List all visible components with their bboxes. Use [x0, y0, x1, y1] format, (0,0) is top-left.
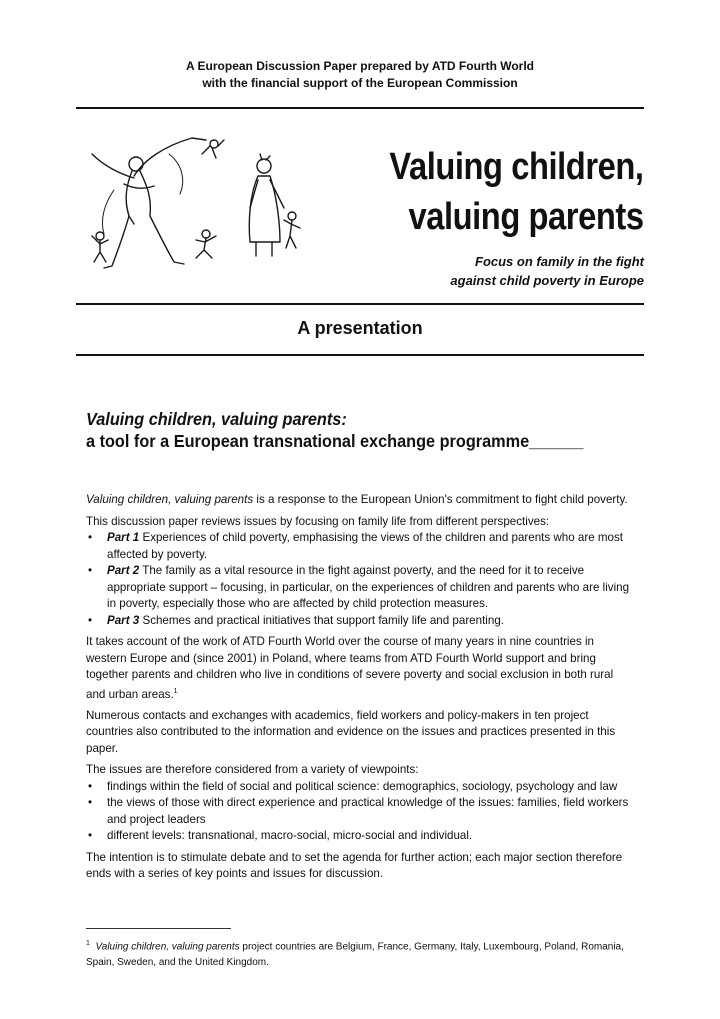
- parts-list: [86, 530, 634, 629]
- part-label: Part 1: [107, 531, 140, 544]
- subtitle-line-2: against child poverty in Europe: [450, 273, 644, 288]
- list-item: • the views of those with direct experience and practical knowledge of the issues: families, field workers and project leaders: [86, 795, 634, 828]
- section-heading-line-2: a tool for a European transnational exchange programme______: [86, 431, 584, 451]
- header-line-2: with the financial support of the European Commission: [202, 76, 518, 90]
- footnote-number: 1: [86, 940, 90, 947]
- list-item: • different levels: transnational, macro-social, micro-social and individual.: [86, 828, 634, 845]
- footnote-rule: [86, 928, 231, 929]
- footnote-italic: Valuing children, valuing parents: [95, 941, 240, 953]
- paragraph-viewpoints: The issues are therefore considered from a variety of viewpoints:: [86, 763, 419, 777]
- family-sketch-illustration: [74, 124, 312, 284]
- title-line-2: valuing parents: [408, 196, 644, 238]
- subtitle-line-1: Focus on family in the fight: [475, 254, 644, 269]
- part-label: Part 3: [107, 613, 140, 627]
- viewpoints-list: [86, 779, 634, 845]
- document-header: [0, 58, 720, 92]
- paragraph-intention: The intention is to stimulate debate and to set the agenda for further action; each major section therefore ends with a series of key points and issues for discussion.: [86, 850, 623, 881]
- presentation-heading: A presentation: [297, 318, 423, 338]
- list-item: • findings within the field of social and political science: demographics, sociology, psychology and law: [86, 779, 634, 796]
- header-line-1: A European Discussion Paper prepared by ATD Fourth World: [185, 59, 535, 73]
- document-subtitle: [450, 252, 644, 290]
- section-heading: [86, 408, 583, 452]
- middle-rule: [76, 303, 644, 305]
- body-text: [86, 492, 634, 888]
- title-line-1: Valuing children,: [389, 146, 644, 188]
- paragraph-atd-work: [86, 634, 634, 703]
- intro-italic-title: Valuing children, valuing parents: [86, 493, 254, 506]
- footnote-reference[interactable]: 1: [173, 687, 178, 695]
- list-item: [86, 563, 634, 613]
- paragraph-intro: [86, 492, 634, 509]
- footnote-text: project countries are Belgium, France, Germany, Italy, Luxembourg, Poland, Romania, Spain, Sweden, and the United Kingdom.: [86, 941, 624, 969]
- part-text: Schemes and practical initiatives that support family life and parenting.: [139, 613, 504, 627]
- section-heading-line-1: Valuing children, valuing parents:: [86, 409, 347, 429]
- paragraph-perspectives: This discussion paper reviews issues by focusing on family life from different perspectives:: [86, 514, 550, 528]
- list-item: [86, 613, 634, 630]
- part-text: The family as a vital resource in the fight against poverty, and the need for it to receive appropriate support – focusing, in particular, on the experiences of children and parents who are living in poverty, especially those who are affected by child protection measures.: [107, 564, 630, 610]
- paragraph-contacts: Numerous contacts and exchanges with academics, field workers and policy-makers in ten project countries also contributed to the information and evidence on the issues and practices presented in this paper.: [86, 708, 616, 755]
- atd-work-text: It takes account of the work of ATD Fourth World over the course of many years in nine countries in western Europe and (since 2001) in Poland, where teams from ATD Fourth World support and bring together parents and children who live in conditions of severe poverty and social exclusion in both rural and urban areas.: [86, 635, 614, 701]
- part-label: Part 2: [107, 564, 140, 577]
- intro-text: is a response to the European Union's commitment to fight child poverty.: [253, 493, 628, 506]
- bottom-rule: [76, 354, 644, 356]
- top-rule: [76, 107, 644, 109]
- list-item: [86, 530, 634, 563]
- part-text: Experiences of child poverty, emphasising the views of the children and parents who are most affected by poverty.: [107, 531, 623, 561]
- document-title: [390, 142, 644, 242]
- footnote: [86, 936, 636, 971]
